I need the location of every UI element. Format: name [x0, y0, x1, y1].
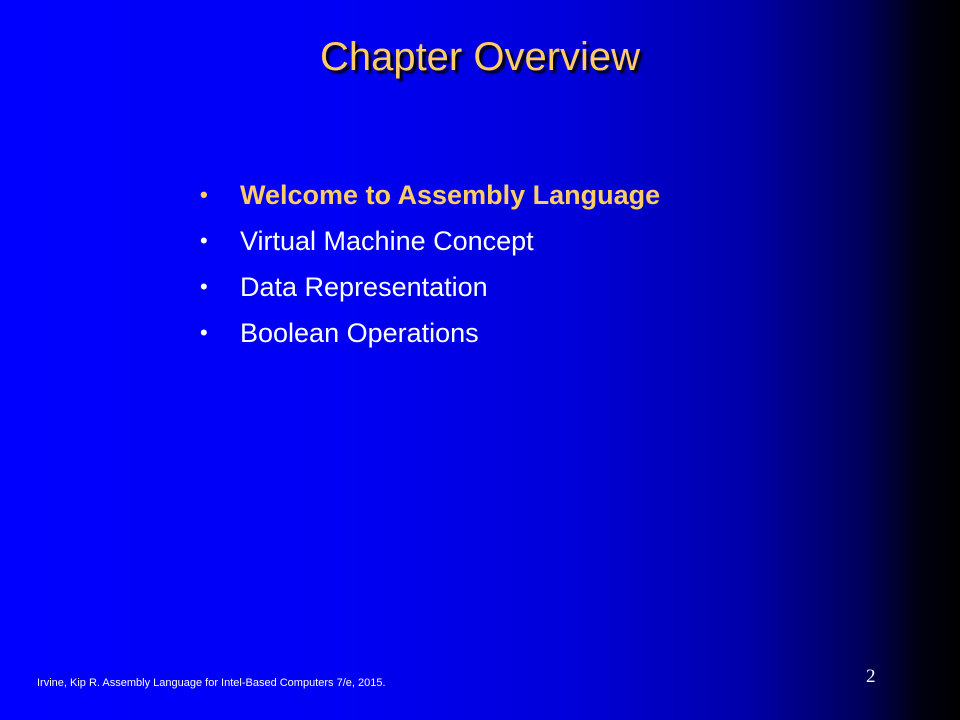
bullet-item-welcome — [198, 172, 660, 218]
footer-citation: Irvine, Kip R. Assembly Language for Intel-Based Computers 7/e, 2015. — [37, 677, 386, 689]
bullet-item-virtual-machine — [198, 218, 660, 264]
bullet-dot-icon: • — [200, 320, 208, 345]
bullet-dot-icon: • — [200, 274, 208, 299]
bullet-item-boolean-operations — [198, 310, 660, 356]
bullet-text: Data Representation — [240, 272, 488, 302]
bullet-list — [198, 172, 660, 356]
page-number: 2 — [866, 666, 876, 687]
bullet-dot-icon: • — [200, 228, 208, 253]
bullet-text: Boolean Operations — [240, 318, 479, 348]
bullet-text: Virtual Machine Concept — [240, 226, 534, 256]
bullet-item-data-representation — [198, 264, 660, 310]
bullet-text: Welcome to Assembly Language — [240, 180, 661, 210]
bullet-dot-icon: • — [200, 182, 208, 207]
slide-title: Chapter Overview — [319, 35, 641, 79]
